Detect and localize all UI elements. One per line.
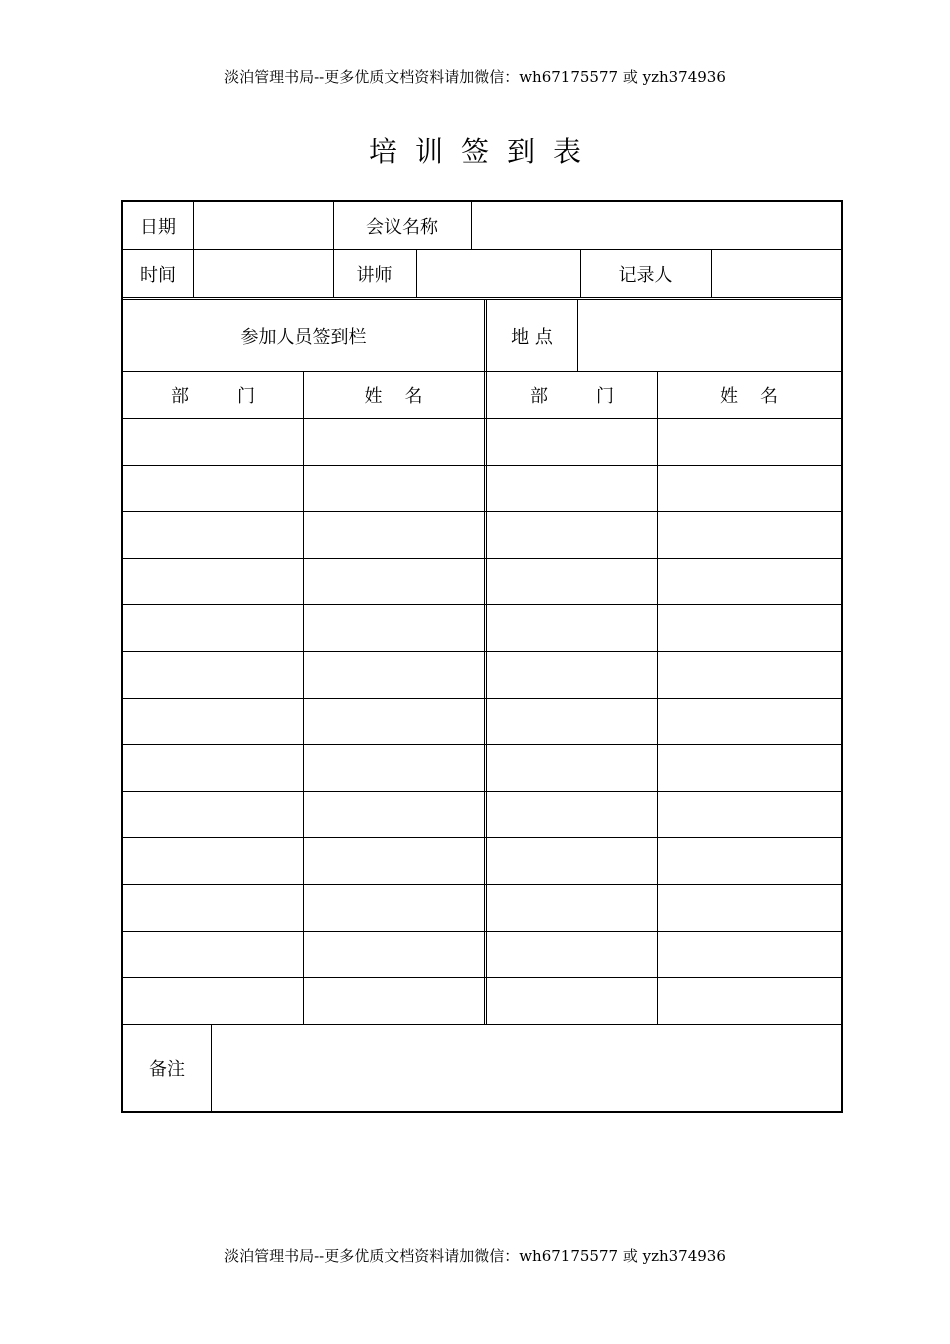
signin-dept-field-right[interactable] [487, 978, 657, 1024]
signin-dept-field-left[interactable] [123, 652, 303, 698]
divider [123, 249, 841, 250]
signin-name-field-left[interactable] [303, 559, 484, 604]
time-label: 时间 [140, 264, 176, 286]
divider [303, 372, 304, 1024]
divider [416, 249, 417, 298]
signin-name-field-left[interactable] [303, 745, 484, 791]
signin-name-field-left[interactable] [303, 699, 484, 744]
divider [211, 1024, 212, 1111]
lecturer-label-cell [333, 249, 416, 298]
signin-name-field-left[interactable] [303, 419, 484, 465]
signin-name-field-left[interactable] [303, 512, 484, 558]
signin-dept-field-left[interactable] [123, 419, 303, 465]
divider [711, 249, 712, 298]
dept-char-2: 门 [596, 386, 614, 407]
page-footer: 淡泊管理书局--更多优质文档资料请加微信：wh67175577 或 yzh374936 [224, 1247, 726, 1265]
signin-name-field-left[interactable] [303, 652, 484, 698]
signin-name-field-right[interactable] [657, 652, 841, 698]
signin-name-field-right[interactable] [657, 466, 841, 511]
column-header-department-left [123, 372, 303, 418]
signin-name-field-right[interactable] [657, 792, 841, 837]
name-char-2: 名 [760, 386, 778, 407]
signin-dept-field-left[interactable] [123, 885, 303, 931]
signin-dept-field-right[interactable] [487, 745, 657, 791]
meeting-name-field[interactable] [471, 202, 841, 249]
divider [657, 372, 658, 1024]
signin-name-field-right[interactable] [657, 559, 841, 604]
signin-dept-field-left[interactable] [123, 466, 303, 511]
name-char-1: 姓 [364, 386, 383, 407]
signin-name-field-right[interactable] [657, 885, 841, 931]
signin-dept-field-right[interactable] [487, 792, 657, 837]
divider [471, 202, 472, 249]
signin-name-field-right[interactable] [657, 838, 841, 884]
signin-dept-field-left[interactable] [123, 838, 303, 884]
dept-char-1: 部 [171, 386, 189, 407]
signin-name-field-right[interactable] [657, 512, 841, 558]
signin-dept-field-left[interactable] [123, 978, 303, 1024]
signin-name-field-left[interactable] [303, 885, 484, 931]
remarks-label: 备注 [149, 1058, 185, 1080]
signin-name-field-left[interactable] [303, 466, 484, 511]
divider [123, 371, 841, 372]
meeting-name-label-cell [333, 202, 471, 249]
column-header-department-right [487, 372, 657, 418]
location-field[interactable] [577, 300, 841, 372]
recorder-field[interactable] [711, 249, 841, 298]
name-char-1: 姓 [720, 386, 738, 407]
date-label-cell [123, 202, 193, 249]
name-char-2: 名 [404, 386, 423, 407]
remarks-field[interactable] [211, 1024, 841, 1111]
signin-dept-field-right[interactable] [487, 559, 657, 604]
divider [123, 1024, 841, 1025]
signin-dept-field-right[interactable] [487, 885, 657, 931]
signin-dept-field-right[interactable] [487, 466, 657, 511]
signin-name-field-right[interactable] [657, 699, 841, 744]
date-label: 日期 [140, 216, 176, 238]
signin-dept-field-right[interactable] [487, 605, 657, 651]
divider [484, 300, 485, 1024]
signin-name-field-left[interactable] [303, 838, 484, 884]
recorder-label-cell [580, 249, 711, 298]
signin-dept-field-left[interactable] [123, 559, 303, 604]
lecturer-field[interactable] [416, 249, 580, 298]
dept-char-1: 部 [530, 386, 548, 407]
signin-name-field-left[interactable] [303, 932, 484, 977]
meeting-name-label: 会议名称 [366, 216, 438, 238]
lecturer-label: 讲师 [356, 264, 393, 286]
signin-name-field-left[interactable] [303, 792, 484, 837]
dept-char-2: 门 [237, 386, 255, 407]
signin-name-field-left[interactable] [303, 978, 484, 1024]
remarks-label-cell [123, 1024, 211, 1111]
signin-dept-field-right[interactable] [487, 512, 657, 558]
document-title: 培训签到表 [368, 135, 599, 168]
signin-dept-field-left[interactable] [123, 699, 303, 744]
location-label-cell [487, 300, 577, 372]
divider [333, 202, 334, 298]
divider [580, 249, 581, 298]
page-header: 淡泊管理书局--更多优质文档资料请加微信：wh67175577 或 yzh374936 [224, 68, 726, 86]
signin-section-label-cell [123, 300, 484, 372]
divider [486, 300, 487, 1024]
signin-dept-field-right[interactable] [487, 699, 657, 744]
time-label-cell [123, 249, 193, 298]
divider [577, 300, 578, 372]
signin-dept-field-left[interactable] [123, 512, 303, 558]
column-header-name-left [303, 372, 484, 418]
date-field[interactable] [193, 202, 333, 249]
location-label: 地 点 [511, 327, 553, 348]
column-header-name-right [657, 372, 841, 418]
time-field[interactable] [193, 249, 333, 298]
signin-dept-field-right[interactable] [487, 652, 657, 698]
signin-name-field-right[interactable] [657, 745, 841, 791]
sign-in-form [121, 200, 843, 1113]
signin-name-field-left[interactable] [303, 605, 484, 651]
signin-name-field-right[interactable] [657, 605, 841, 651]
signin-name-field-right[interactable] [657, 978, 841, 1024]
signin-dept-field-left[interactable] [123, 745, 303, 791]
divider [193, 202, 194, 298]
divider [123, 299, 841, 300]
divider [123, 297, 841, 298]
recorder-label: 记录人 [618, 264, 673, 286]
signin-dept-field-right[interactable] [487, 932, 657, 977]
signin-section-label: 参加人员签到栏 [240, 327, 367, 348]
signin-dept-field-right[interactable] [487, 838, 657, 884]
signin-dept-field-left[interactable] [123, 605, 303, 651]
signin-name-field-right[interactable] [657, 419, 841, 465]
signin-dept-field-left[interactable] [123, 792, 303, 837]
signin-dept-field-right[interactable] [487, 419, 657, 465]
signin-name-field-right[interactable] [657, 932, 841, 977]
signin-dept-field-left[interactable] [123, 932, 303, 977]
